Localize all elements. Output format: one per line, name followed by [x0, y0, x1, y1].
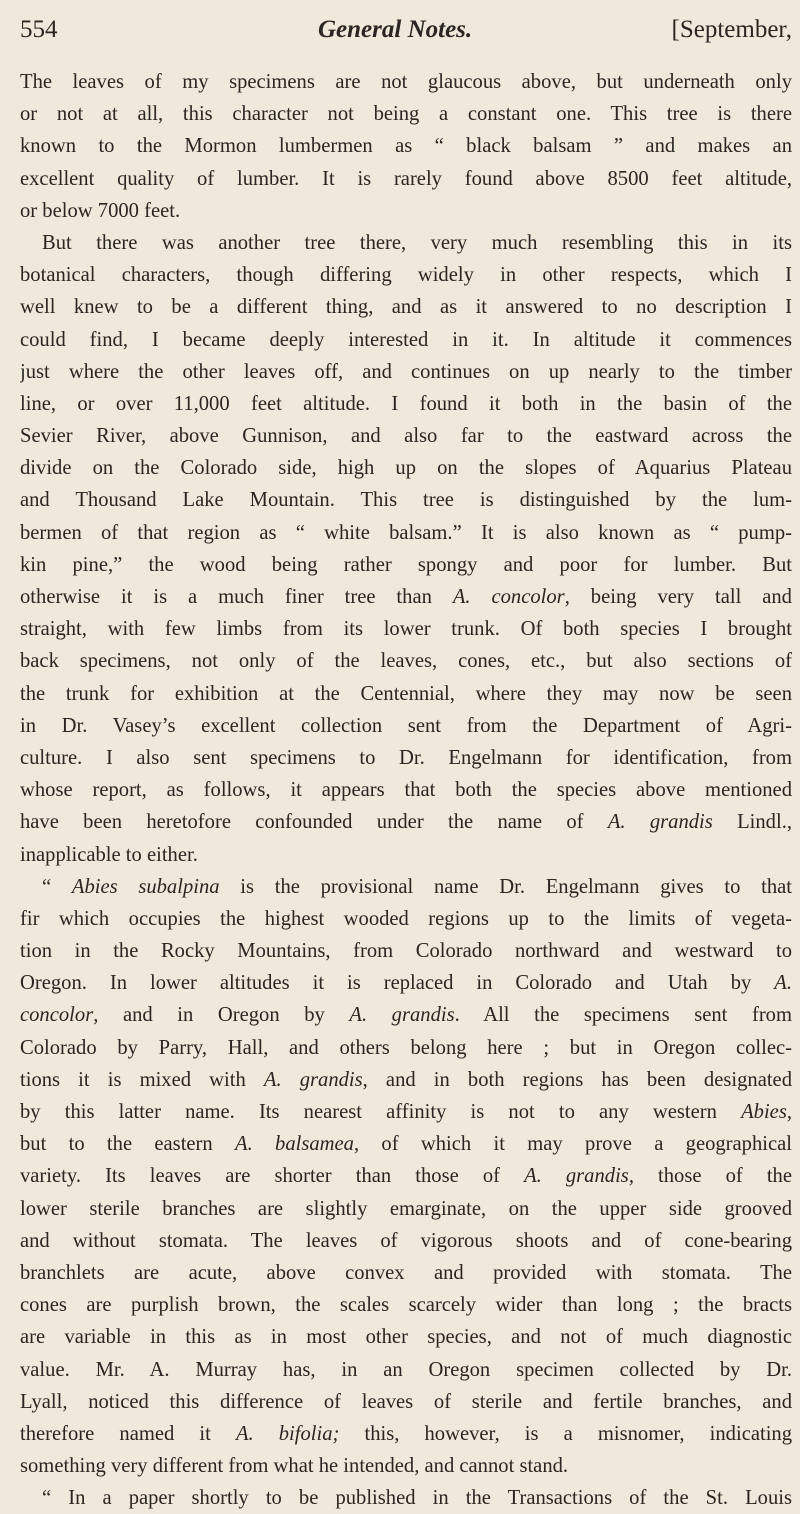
- text-line: lower sterile branches are slightly emarginate, on the upper side grooved: [20, 1197, 792, 1220]
- text-line: and Thousand Lake Mountain. This tree is distinguished by the lum-: [20, 489, 792, 512]
- text-span: . All the specimens sent from: [454, 1004, 792, 1027]
- italic-text: A. grandis: [349, 1004, 455, 1027]
- text-span: , being very tall and: [564, 586, 792, 608]
- italic-text: A. grandis: [263, 1068, 363, 1091]
- text-line: But there was another tree there, very much resembling this in its: [42, 231, 792, 254]
- text-line: [20, 1418, 792, 1450]
- text-line: straight, with few limbs from its lower trunk. Of both species I brought: [20, 618, 792, 641]
- text-span: , and in both regions has been designated: [362, 1068, 792, 1091]
- text-span: variety. Its leaves are shorter than those of: [20, 1165, 525, 1188]
- italic-text: A. balsamea: [235, 1133, 354, 1156]
- text-span: by this latter name. Its nearest affinity is not to any western: [20, 1101, 742, 1123]
- running-date: [September,: [671, 16, 792, 43]
- text-line: kin pine,” the wood being rather spongy and poor for lumber. But: [20, 553, 792, 576]
- text-line: line, or over 11,000 feet altitude. I found it both in the basin of the: [20, 392, 792, 415]
- text-line: [20, 1096, 792, 1128]
- text-line: [20, 999, 792, 1031]
- text-span: but to the eastern: [20, 1133, 236, 1156]
- text-span: is the provisional name Dr. Engelmann gives to that: [219, 875, 792, 898]
- text-line: could find, I became deeply interested in it. In altitude it commences: [20, 328, 792, 351]
- text-line: just where the other leaves off, and continues on up nearly to the timber: [20, 360, 792, 383]
- running-header: [0, 16, 800, 50]
- italic-text: A. bifolia;: [235, 1422, 340, 1445]
- text-line: Sevier River, above Gunnison, and also far to the eastward across the: [20, 425, 792, 448]
- text-line: are variable in this as in most other species, and not of much diagnostic: [20, 1326, 792, 1349]
- text-span: Oregon. In lower altitudes it is replaced in Colorado and Utah by: [20, 972, 775, 995]
- text-line: bermen of that region as “ white balsam.” It is also known as “ pump-: [20, 521, 792, 544]
- text-line: or not at all, this character not being a constant one. This tree is there: [20, 103, 792, 126]
- italic-text: A. concolor: [452, 586, 565, 608]
- text-line: Lyall, noticed this difference of leaves of sterile and fertile branches, and: [20, 1390, 792, 1413]
- text-line: [20, 967, 792, 999]
- text-line: culture. I also sent specimens to Dr. Engelmann for identification, from: [20, 746, 792, 769]
- text-span: , of which it may prove a geographical: [353, 1133, 792, 1156]
- text-line: and without stomata. The leaves of vigorous shoots and of cone-bearing: [20, 1229, 792, 1252]
- text-span: have been heretofore confounded under the name of: [20, 811, 608, 834]
- text-line: something very different from what he intended, and cannot stand.: [20, 1455, 569, 1478]
- text-line: excellent quality of lumber. It is rarely found above 8500 feet altitude,: [20, 167, 792, 190]
- text-line: [20, 581, 792, 613]
- text-span: , and in Oregon by: [93, 1004, 350, 1027]
- text-line: or below 7000 feet.: [20, 199, 181, 222]
- text-line: back specimens, not only of the leaves, cones, etc., but also sections of: [20, 650, 792, 673]
- text-span: Lindl.,: [712, 811, 792, 834]
- text-line: well knew to be a different thing, and as it answered to no description I: [20, 296, 792, 319]
- text-line: divide on the Colorado side, high up on the slopes of Aquarius Plateau: [20, 457, 792, 480]
- text-line: fir which occupies the highest wooded regions up to the limits of vegeta-: [20, 907, 792, 930]
- text-line: [20, 806, 792, 838]
- text-line: the trunk for exhibition at the Centennial, where they may now be seen: [20, 682, 792, 705]
- text-span: therefore named it: [20, 1422, 236, 1445]
- body-text: [20, 66, 792, 1514]
- text-line: branchlets are acute, above convex and provided with stomata. The: [20, 1261, 792, 1284]
- text-line: [20, 871, 792, 903]
- text-span: tions it is mixed with: [20, 1068, 264, 1091]
- page-number: 554: [20, 16, 58, 43]
- text-line: botanical characters, though differing widely in other respects, which I: [20, 264, 792, 287]
- italic-text: A.: [774, 972, 792, 995]
- text-line: [20, 1064, 792, 1096]
- text-line: cones are purplish brown, the scales scarcely wider than long ; the bracts: [20, 1294, 792, 1317]
- text-line: [20, 1160, 792, 1192]
- italic-text: Abies subalpina: [71, 875, 220, 898]
- text-line: value. Mr. A. Murray has, in an Oregon specimen collected by Dr.: [20, 1358, 792, 1381]
- text-span: this, however, is a misnomer, indicating: [339, 1422, 792, 1445]
- text-line: whose report, as follows, it appears that both the species above mentioned: [20, 779, 792, 802]
- text-line: “ In a paper shortly to be published in the Transactions of the St. Louis: [42, 1487, 792, 1510]
- text-span: otherwise it is a much finer tree than: [20, 586, 453, 608]
- text-line: [20, 1128, 792, 1160]
- italic-text: A. grandis: [524, 1165, 629, 1188]
- italic-text: concolor: [20, 1004, 94, 1027]
- text-line: tion in the Rocky Mountains, from Colorado northward and westward to: [20, 940, 792, 963]
- italic-text: A. grandis: [607, 811, 713, 834]
- text-span: ,: [786, 1101, 792, 1123]
- text-line: inapplicable to either.: [20, 843, 198, 866]
- text-line: in Dr. Vasey’s excellent collection sent from the Department of Agri-: [20, 714, 792, 737]
- text-line: The leaves of my specimens are not glaucous above, but underneath only: [20, 71, 792, 93]
- text-span: , those of the: [628, 1165, 792, 1188]
- running-title: General Notes.: [318, 16, 473, 43]
- text-line: Colorado by Parry, Hall, and others belong here ; but in Oregon collec-: [20, 1036, 792, 1059]
- text-line: known to the Mormon lumbermen as “ black balsam ” and makes an: [20, 135, 792, 158]
- italic-text: Abies: [741, 1101, 787, 1123]
- text-span: “: [42, 875, 72, 898]
